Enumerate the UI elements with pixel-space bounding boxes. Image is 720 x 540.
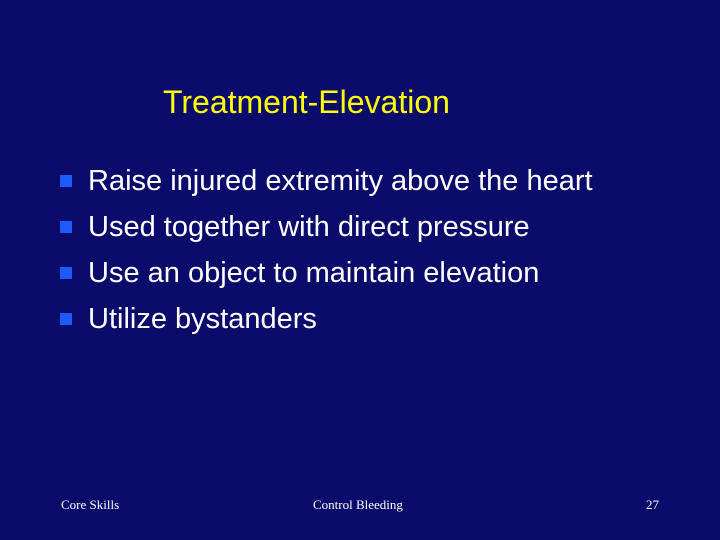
bullet-text: Used together with direct pressure	[88, 210, 530, 243]
bullet-item	[60, 158, 700, 204]
square-bullet-icon	[60, 313, 72, 325]
bullet-text: Use an object to maintain elevation	[88, 256, 540, 289]
bullet-item	[60, 250, 700, 296]
bullet-text: Raise injured extremity above the heart	[88, 164, 593, 197]
footer-center-text: Control Bleeding	[313, 497, 403, 512]
page-number: 27	[646, 497, 659, 512]
footer-left-text: Core Skills	[61, 497, 120, 512]
bullet-item	[60, 296, 700, 342]
bullet-list	[60, 158, 700, 342]
slide-title: Treatment-Elevation	[163, 84, 450, 120]
square-bullet-icon	[60, 175, 72, 187]
square-bullet-icon	[60, 267, 72, 279]
square-bullet-icon	[60, 221, 72, 233]
bullet-item	[60, 204, 700, 250]
bullet-text: Utilize bystanders	[88, 302, 317, 335]
